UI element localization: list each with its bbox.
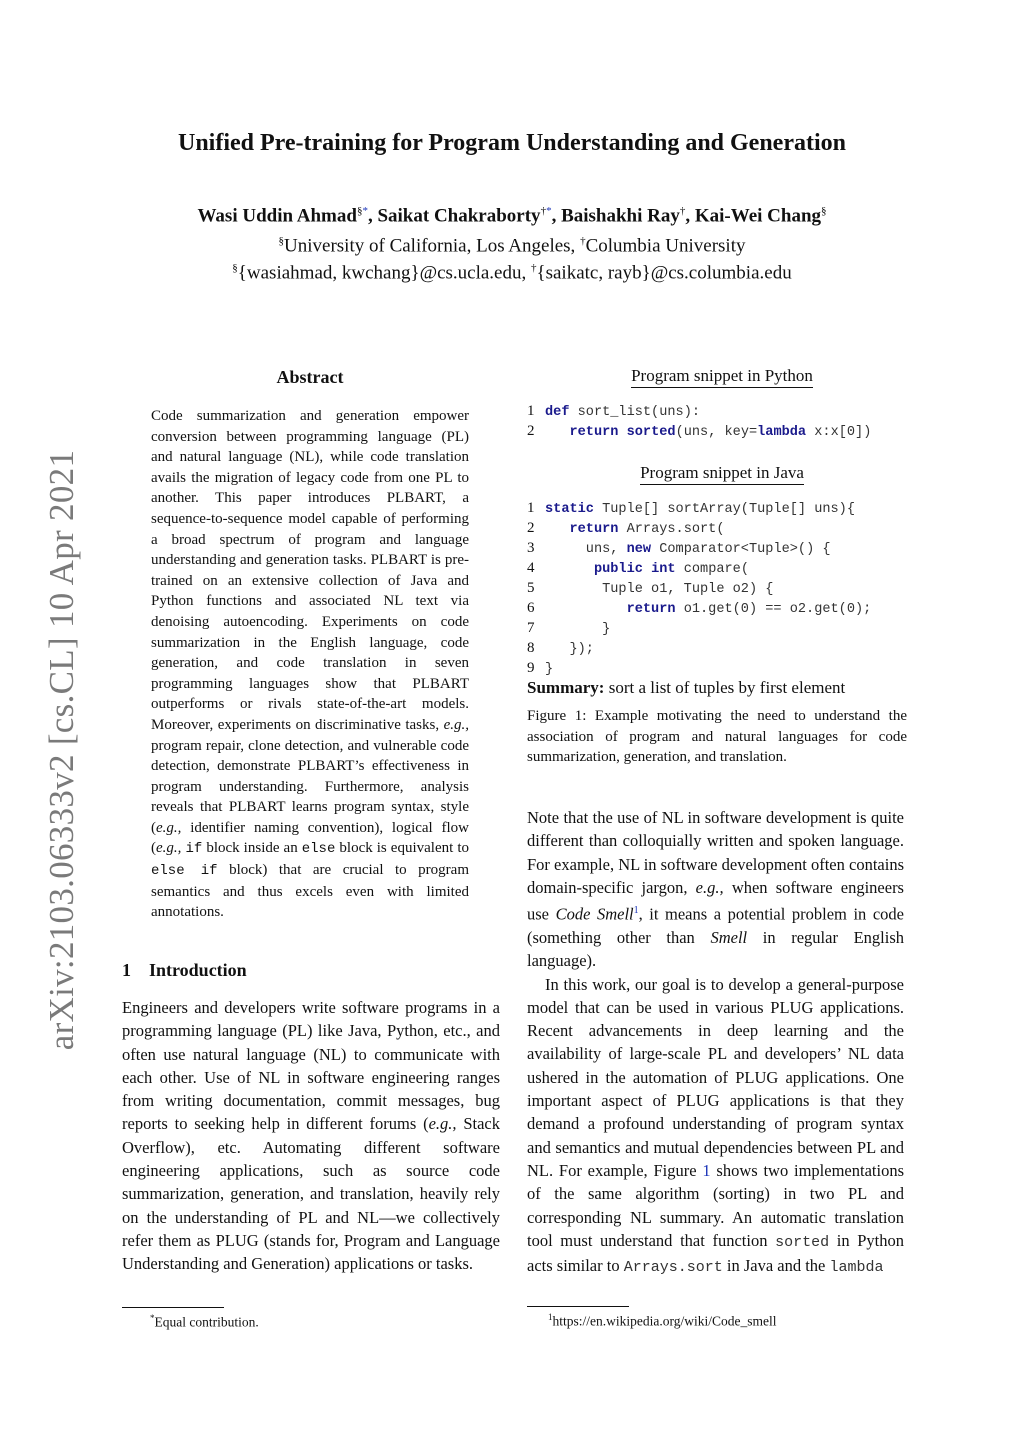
code-text: }); <box>569 642 594 657</box>
line-number: 1 <box>527 403 535 419</box>
code-line <box>527 422 871 442</box>
code-keyword: return <box>569 425 619 440</box>
inline-code: sorted <box>775 1233 830 1251</box>
email-text: {saikatc, rayb}@cs.columbia.edu <box>536 262 792 284</box>
inline-code: else <box>301 841 336 858</box>
author-name: Saikat Chakraborty <box>377 205 541 227</box>
author-emails <box>0 262 1024 284</box>
footnote-link-text[interactable]: https://en.wikipedia.org/wiki/Code_smell <box>552 1313 777 1329</box>
java-code-block <box>527 499 871 679</box>
footnote-equal-contribution <box>150 1313 259 1331</box>
right-column-body <box>527 806 904 1279</box>
affiliations <box>0 235 1024 257</box>
affiliation-text: University of California, Los Angeles, <box>284 235 581 257</box>
footnote-text: Equal contribution. <box>154 1314 259 1330</box>
code-text: sort_list(uns): <box>569 405 701 420</box>
line-number: 6 <box>527 600 535 616</box>
line-number: 4 <box>527 560 535 576</box>
line-number: 9 <box>527 660 535 676</box>
line-number: 8 <box>527 640 535 656</box>
code-text: Tuple[] sortArray(Tuple[] uns){ <box>593 502 855 517</box>
code-line <box>527 499 871 519</box>
arxiv-identifier: arXiv:2103.06333v2 [cs.CL] 10 Apr 2021 <box>42 449 81 1051</box>
abstract-text: block) that are crucial to program semantics and thus excels even with limited annotations. <box>151 862 469 921</box>
line-number: 5 <box>527 580 535 596</box>
paper-title: Unified Pre-training for Program Understanding and Generation <box>178 130 846 156</box>
body-paragraph <box>527 973 904 1280</box>
code-line <box>527 659 871 679</box>
abstract-text: block is equivalent to <box>335 840 469 857</box>
body-text: in regular English language). <box>527 927 904 971</box>
body-text: in Java and the <box>722 1256 830 1276</box>
code-line <box>527 619 871 639</box>
affiliation-mark: † <box>540 205 547 217</box>
section-title: Introduction <box>149 960 247 980</box>
code-text: uns, <box>585 542 627 557</box>
affiliation-text: Columbia University <box>585 235 746 257</box>
code-text: (uns, key= <box>675 425 758 440</box>
abstract-text: program repair, clone detection, and vulnerable code detection, demonstrate PLBART’s effectiveness in program understanding. Furthermore, analysis reveals that PLBART learns program syntax, style ( <box>151 737 469 836</box>
emphasis-term: Code Smell <box>555 904 634 924</box>
code-text: Tuple o1, Tuple o2) { <box>602 582 774 597</box>
equal-contribution-mark[interactable]: * <box>362 205 368 217</box>
code-text: Comparator<Tuple>() { <box>651 542 831 557</box>
affiliation-mark: † <box>679 205 686 217</box>
author-list: Wasi Uddin Ahmad§*, Saikat Chakraborty†*, Baishakhi Ray†, Kai-Wei Chang§ <box>197 205 827 227</box>
body-eg: e.g., <box>428 1114 457 1134</box>
line-number: 1 <box>527 500 535 516</box>
snippet-title-text: Program snippet in Java <box>640 463 804 485</box>
author-name: Kai-Wei Chang <box>694 205 822 227</box>
python-snippet-title <box>527 366 917 386</box>
inline-code: if <box>185 841 203 858</box>
summary-text: sort a list of tuples by first element <box>604 678 846 697</box>
footnote-mark: * <box>150 1313 155 1323</box>
figure-reference-link[interactable]: 1 <box>702 1160 711 1180</box>
figure-summary <box>527 678 845 698</box>
line-number: 7 <box>527 620 535 636</box>
code-keyword: static <box>545 502 594 517</box>
body-text: , it means a potential problem in code (something other than <box>527 904 904 947</box>
affiliation-mark: § <box>278 235 285 247</box>
code-text <box>618 425 626 440</box>
abstract-eg: e.g., <box>156 819 182 836</box>
code-text: x:x[0]) <box>806 425 872 440</box>
body-text: In this work, our goal is to develop a general-purpose model that can be used in various PLUG applications. Recent advancements in deep learning and the availability of large-scale PL and developers’ NL data ushered in the automation of PLUG applications. One important aspect of PLUG applications is that they demand a profound understanding of program syntax and semantics and mutual dependencies between PL and NL. For example, Figure <box>527 974 904 1180</box>
introduction-paragraph <box>122 996 500 1276</box>
code-line <box>527 519 871 539</box>
inline-code: lambda <box>829 1259 884 1277</box>
equal-contribution-mark[interactable]: * <box>546 205 552 217</box>
abstract-eg: e.g., <box>156 840 182 857</box>
emphasis-term: Smell <box>710 927 748 947</box>
body-text: Engineers and developers write software programs in a programming language (PL) like Java, Python, etc., and often use natural language (NL) to communicate with each other. Use of NL in software engineering ranges from writing documentation, commit messages, bug reports to seeking help in different forums ( <box>122 998 500 1134</box>
code-line <box>527 599 871 619</box>
code-text: o1.get(0) == o2.get(0); <box>675 602 872 617</box>
abstract-text: block inside an <box>202 840 302 857</box>
code-text: compare( <box>675 562 749 577</box>
body-text: Stack Overflow), etc. Automating different software engineering applications, such as source code summarization, generation, and translation, heavily rely on the understanding of PL and NL—we collectively refer them as PLUG (stands for, Program and Language Understanding and Generation) applications or tasks. <box>122 1114 500 1274</box>
abstract-body <box>151 406 469 923</box>
summary-label: Summary: <box>527 678 605 697</box>
affiliation-mark: † <box>580 235 586 247</box>
affiliation-mark: § <box>821 205 827 217</box>
snippet-title-text: Program snippet in Python <box>631 366 813 388</box>
affiliation-mark: † <box>530 262 537 274</box>
author-name: Wasi Uddin Ahmad <box>197 205 357 227</box>
figure-caption: Figure 1: Example motivating the need to understand the association of program and natural languages for code summarization, generation, and translation. <box>527 708 907 766</box>
section-number: 1 <box>122 960 131 980</box>
affiliation-mark: § <box>356 205 363 217</box>
body-text: when software engineers use <box>527 877 904 924</box>
code-keyword: int <box>651 562 676 577</box>
footnote-rule <box>122 1307 224 1308</box>
code-text: } <box>545 662 554 677</box>
abstract-text: identifier naming convention), logical flow ( <box>151 819 469 857</box>
java-snippet-title <box>527 463 917 483</box>
email-text: {wasiahmad, kwchang}@cs.ucla.edu, <box>237 262 531 284</box>
body-text: shows two implementations of the same algorithm (sorting) in two PL and corresponding NL summary. An automatic translation tool must understand that function <box>527 1160 904 1250</box>
code-line <box>527 559 871 579</box>
inline-code: else if <box>151 863 218 880</box>
code-keyword: new <box>626 542 652 557</box>
code-line <box>527 402 871 422</box>
footnote-rule <box>527 1306 629 1307</box>
code-line <box>527 579 871 599</box>
code-text <box>643 562 651 577</box>
abstract-heading: Abstract <box>276 367 344 387</box>
code-keyword: public <box>593 562 643 577</box>
line-number: 2 <box>527 423 535 439</box>
code-line <box>527 539 871 559</box>
body-text: Note that the use of NL in software development is quite different than colloquially written and spoken language. For example, NL in software development often contains domain-specific jargon, <box>527 808 904 897</box>
line-number: 3 <box>527 540 535 556</box>
line-number: 2 <box>527 520 535 536</box>
author-name: Baishakhi Ray <box>561 205 680 227</box>
code-keyword: lambda <box>757 425 807 440</box>
code-line <box>527 639 871 659</box>
section-heading-introduction <box>122 960 247 981</box>
python-code-block <box>527 402 871 442</box>
abstract-eg: e.g., <box>443 716 469 733</box>
code-text: Arrays.sort( <box>618 522 725 537</box>
code-keyword: return <box>626 602 676 617</box>
code-text: } <box>602 622 611 637</box>
code-keyword: sorted <box>626 425 676 440</box>
abstract-text: Code summarization and generation empower conversion between programming language (PL) and natural language (NL), while code translation avails the migration of legacy code from one PL to another. This paper introduces PLBART, a sequence-to-sequence model capable of performing a broad spectrum of program and language understanding and generation tasks. PLBART is pre-trained on an extensive collection of Java and Python functions and associated NL text via denoising autoencoding. Experiments on code summarization in the English language, code generation, and code translation in seven programming languages show that PLBART outperforms or rivals state-of-the-art models. Moreover, experiments on discriminative tasks, <box>151 408 469 733</box>
inline-code: Arrays.sort <box>623 1259 723 1277</box>
footnote-url <box>548 1312 776 1330</box>
code-keyword: def <box>545 405 570 420</box>
footnote-mark: 1 <box>548 1312 553 1322</box>
body-paragraph <box>527 806 904 973</box>
footnote-link[interactable]: 1 <box>633 905 639 917</box>
affiliation-mark: § <box>232 262 238 274</box>
body-eg: e.g., <box>695 877 724 897</box>
body-text: in Python acts similar to <box>527 1230 904 1276</box>
code-keyword: return <box>569 522 619 537</box>
